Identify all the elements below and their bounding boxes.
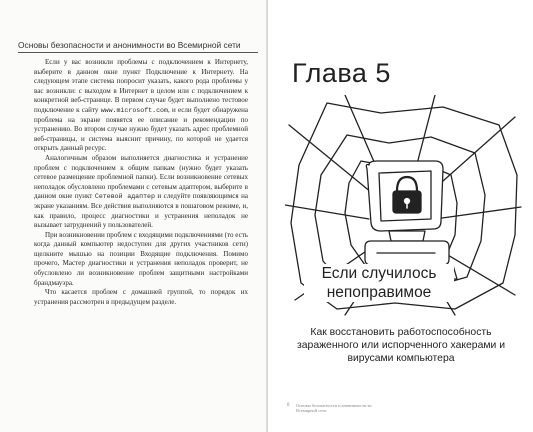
paragraph-2: Аналогичным образом выполняется диагностика и устранение проблем с подключением к общим папкам (нужно будет указать сетевое размещение проблемной папки). Если возникновение сетевых неполадок обусловлено проблемами с сетевым адаптером, выберите в данном окне пункт Сетевой адаптер и следуйте появляющимся на экране указаниям. Все действия выполняются в пошаговом режиме, и, как правило, процесс диагностики и устранения неполадок не вызывает затруднений у пользователей. [34, 153, 248, 230]
footer-text: Основы безопасности и анонимности во Всемирной сети [296, 403, 372, 413]
inline-code-menu-item: Сетевой адаптер [94, 193, 155, 201]
footer-page-number: 8 [287, 403, 290, 408]
paragraph-3: При возникновении проблем с входящими подключениями (то есть когда данный компьютер недоступен для других участников сети) щелкните мышью на позиции Входящие подключения. Помимо прочего, Мастер диагностики и устранения неполадок проверит, не обусловлено ли возникновение проблем защитными настройками брандмауэра. [34, 230, 248, 287]
chapter-title: Если случилось непоправимое [304, 264, 454, 302]
body-text [34, 58, 248, 307]
paragraph-1: Если у вас возникли проблемы с подключением к Интернету, выберите в данном окне пункт Подключение к Интернету. На следующем этапе система попросит указать, какого рода проблемы у вас возникли: с выходом в Интернет в целом или с подключением к конкретной веб-странице. В первом случае будет выполнено тестовое подключение к сайту www.microsoft.com, и если будет обнаружена проблема на экране появятся ее описание и рекомендации по устранению. Во втором случае нужно будет указать адрес проблемной веб-страницы, и система выяснит причину, по которой не удается открыть данный ресурс. [34, 58, 248, 153]
header-rule [18, 52, 258, 53]
chapter-label: Глава 5 [292, 58, 391, 88]
inline-code-url: www.microsoft.com [100, 106, 168, 114]
computer-monitor-icon [357, 161, 457, 279]
paragraph-4: Что касается проблем с домашней группой, то порядок их устранения рассмотрен в предыдущем разделе. [34, 288, 248, 306]
chapter-subtitle: Как восстановить работоспособность зараженного или испорченного хакерами и вирусами компьютера [297, 327, 505, 364]
running-head: Основы безопасности и анонимности во Всемирной сети [18, 40, 241, 50]
